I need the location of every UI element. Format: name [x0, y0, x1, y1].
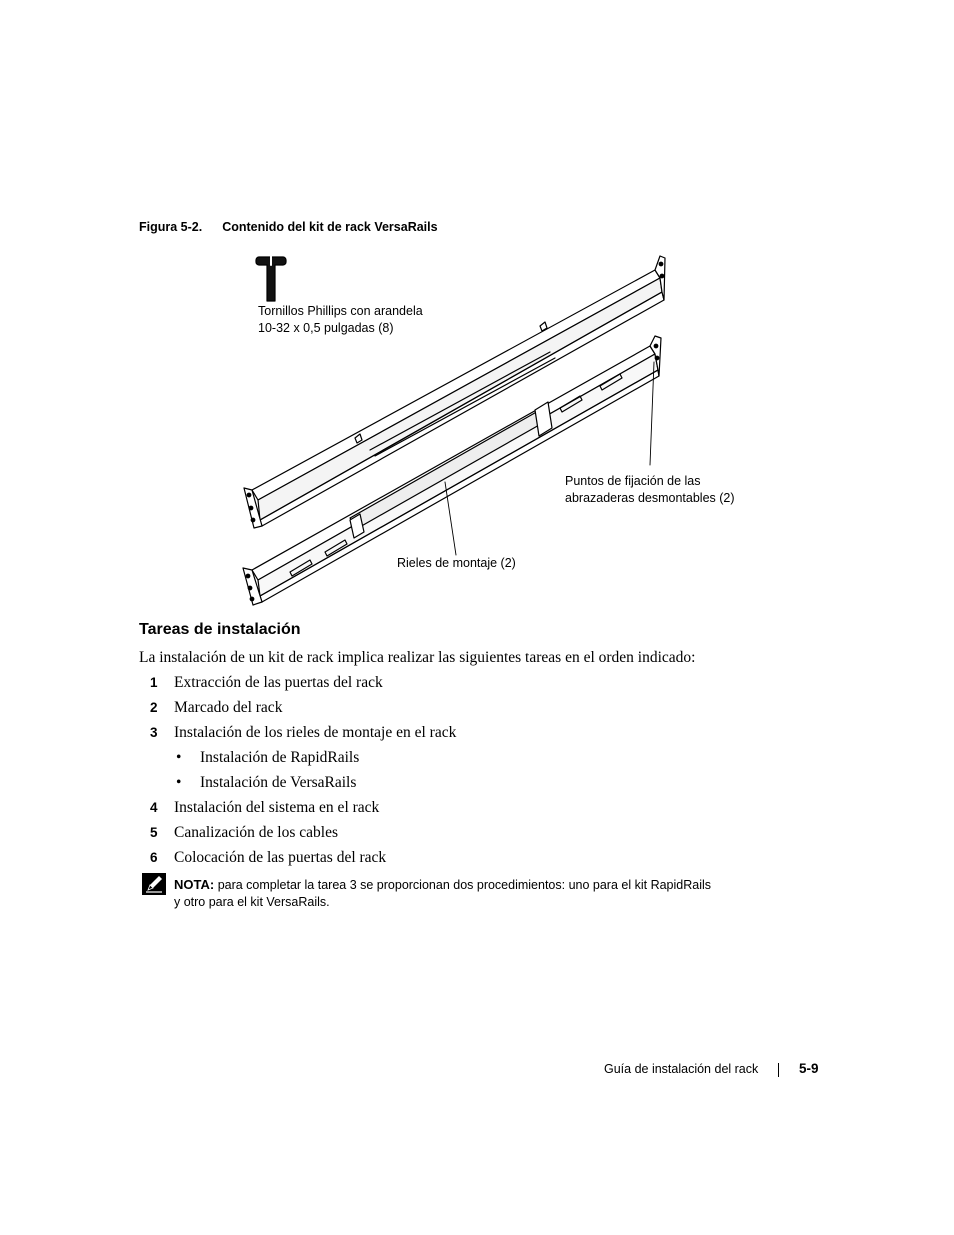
step-item: 6 Colocación de las puertas del rack [150, 849, 387, 866]
figure-number: Figura 5-2. [139, 220, 203, 234]
intro-paragraph: La instalación de un kit de rack implica realizar las siguientes tareas en el orden indicado: [139, 649, 696, 666]
callout-attachment-points: Puntos de fijación de las abrazaderas desmontables (2) [565, 474, 735, 505]
step-item: 1 Extracción de las puertas del rack [150, 674, 383, 691]
substep-item: • Instalación de VersaRails [176, 774, 357, 791]
section-heading: Tareas de instalación [139, 621, 301, 638]
step-item: 5 Canalización de los cables [150, 824, 338, 841]
screw-icon [256, 255, 286, 301]
page-number: 5-9 [799, 1061, 819, 1076]
figure-title: Contenido del kit de rack VersaRails [222, 220, 438, 234]
footer-separator [778, 1063, 779, 1077]
note-label: NOTA: [174, 877, 215, 892]
step-item: 2 Marcado del rack [150, 699, 283, 716]
footer-title: Guía de instalación del rack [604, 1062, 759, 1076]
callout-screws: Tornillos Phillips con arandela 10-32 x 0,5 pulgadas (8) [258, 304, 423, 335]
step-item: 3 Instalación de los rieles de montaje en el rack [150, 724, 457, 741]
substep-item: • Instalación de RapidRails [176, 749, 360, 766]
figure-caption [139, 220, 438, 234]
note-pencil-icon [142, 873, 166, 895]
note-block: NOTA: para completar la tarea 3 se proporcionan dos procedimientos: uno para el kit RapidRails y otro para el kit VersaRails. [174, 877, 712, 909]
callout-mounting-rails: Rieles de montaje (2) [397, 556, 516, 570]
step-item: 4 Instalación del sistema en el rack [150, 799, 380, 816]
